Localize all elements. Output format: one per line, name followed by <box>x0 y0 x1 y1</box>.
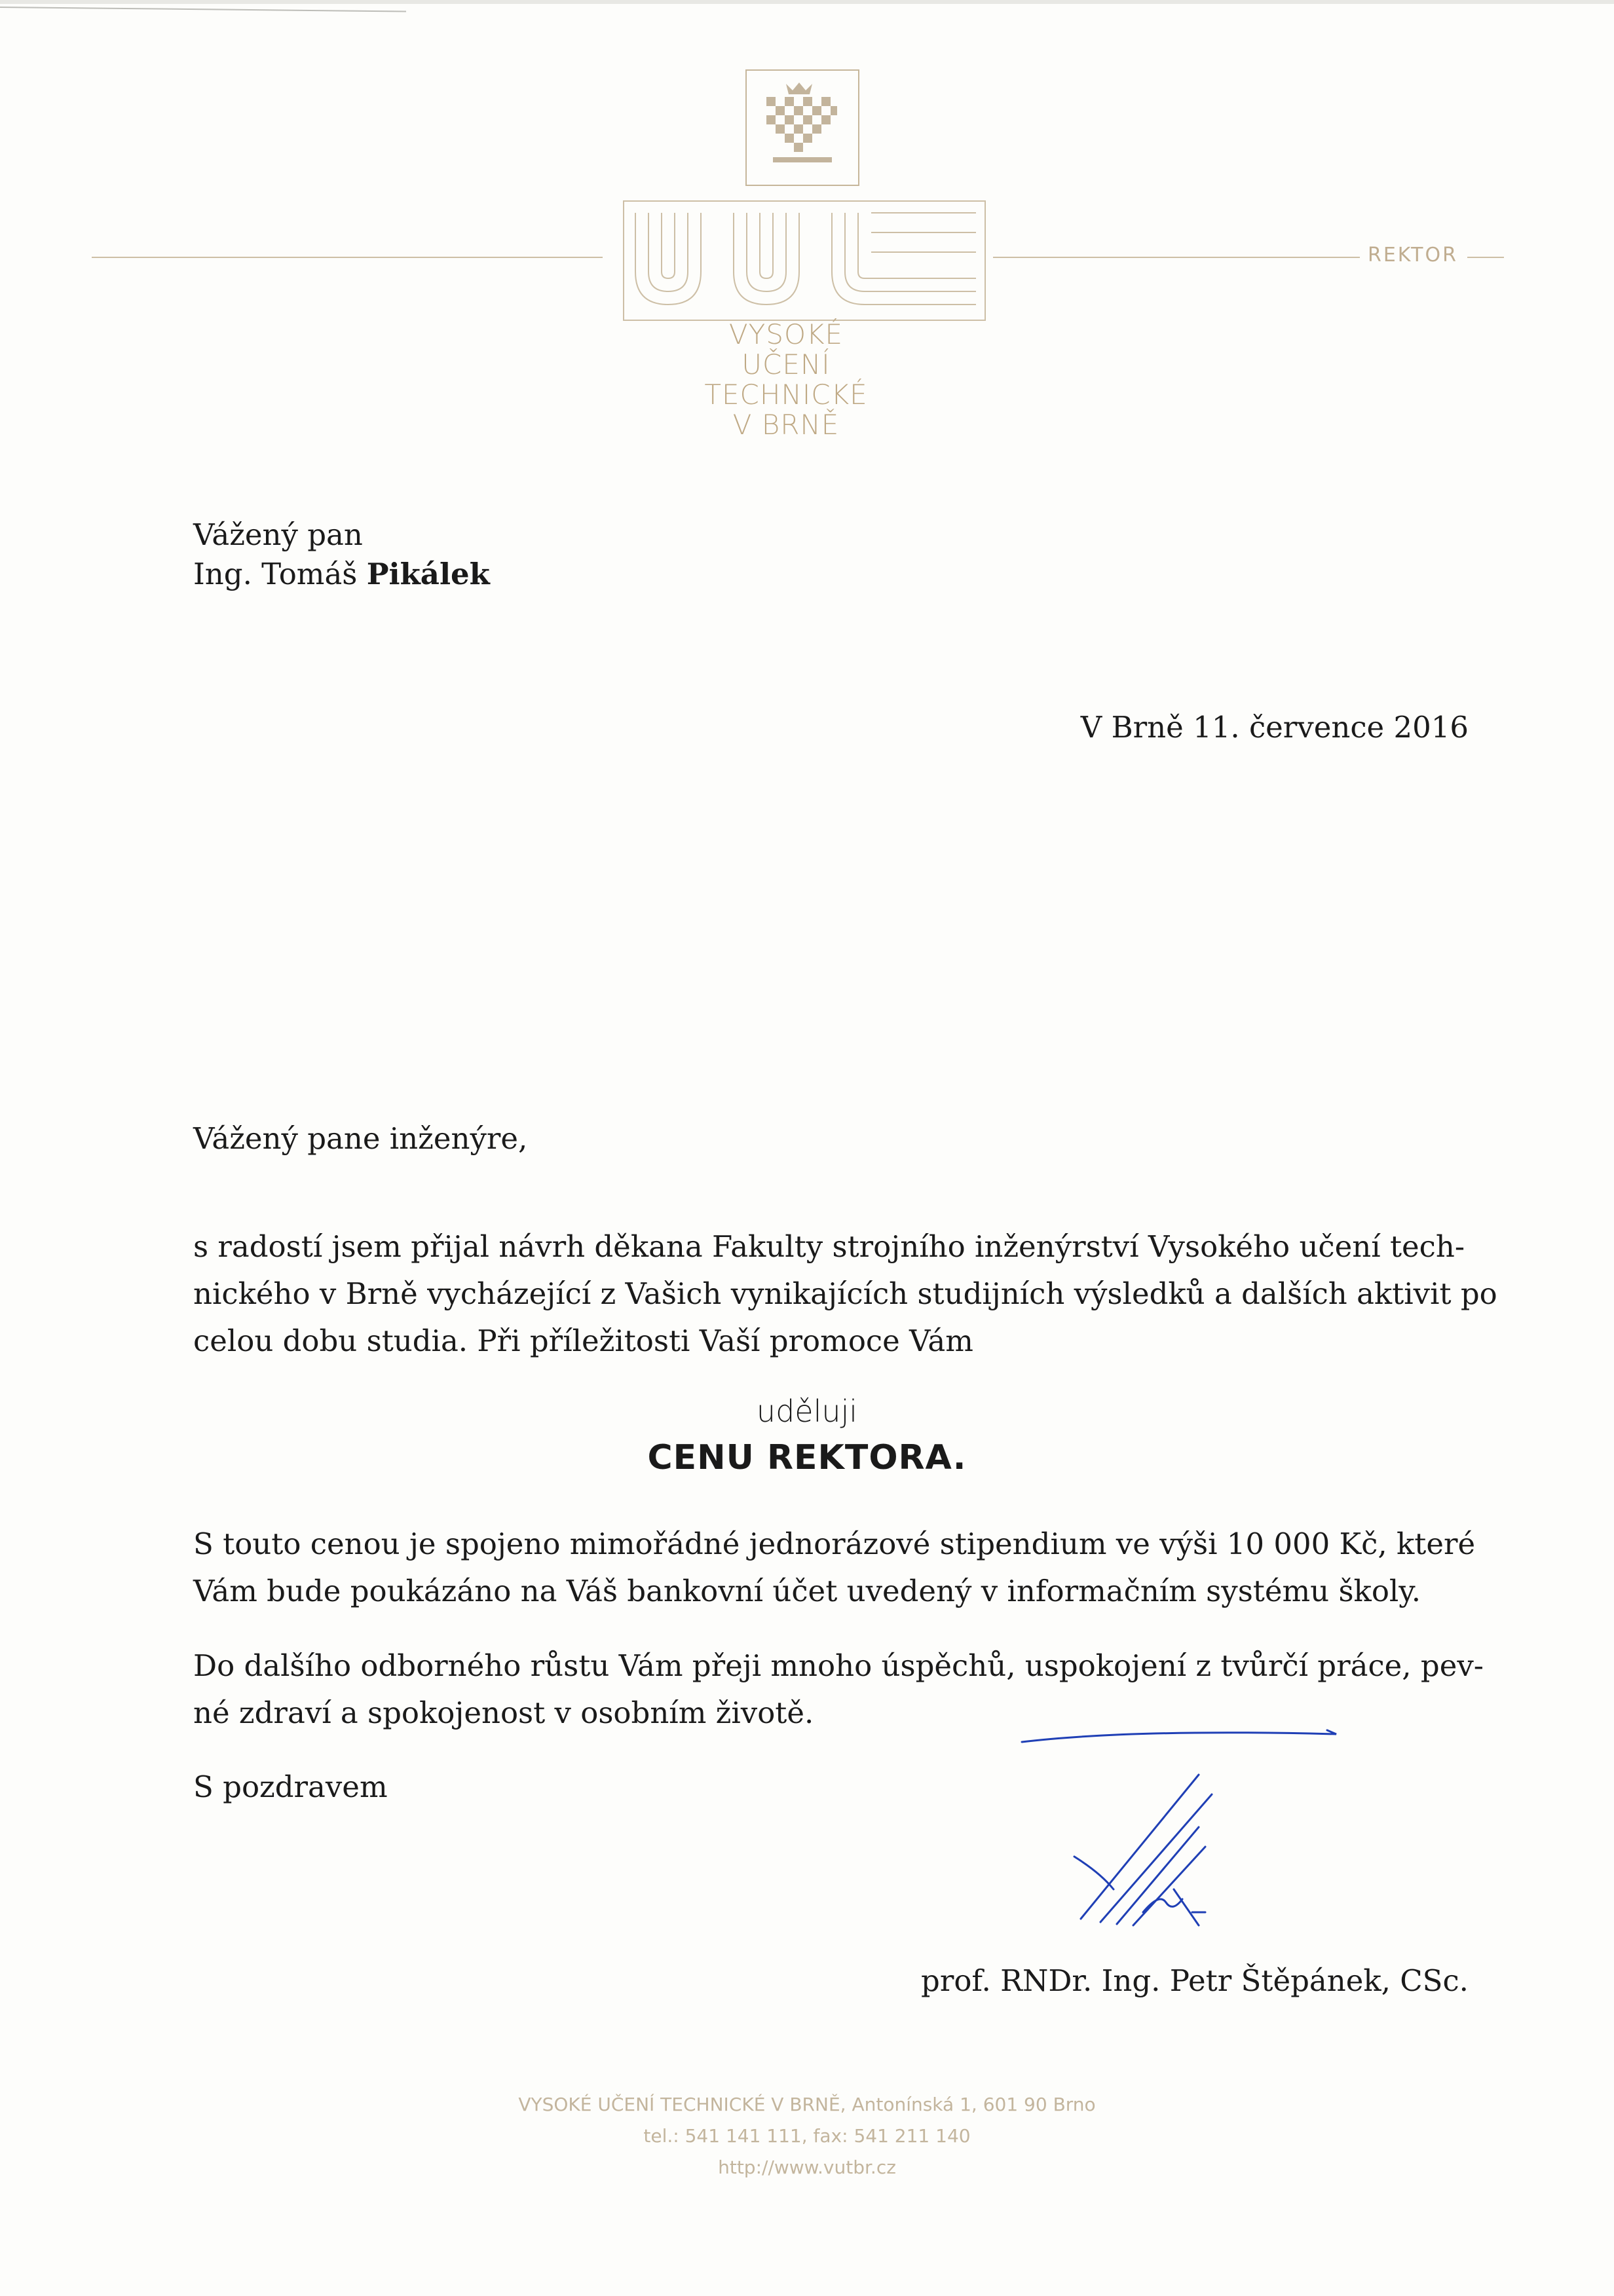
letter-closing: S pozdravem <box>193 1769 388 1804</box>
university-name-line: TECHNICKÉ <box>704 379 868 411</box>
paragraph-line: Do dalšího odborného růstu Vám přeji mnoho úspěchů, uspokojení z tvůrčí práce, pev- <box>193 1648 1484 1683</box>
footer-website: http://www.vutbr.cz <box>718 2157 896 2178</box>
vut-logo-icon <box>622 200 989 327</box>
recipient-name <box>193 551 490 597</box>
paragraph-line: celou dobu studia. Při příležitosti Vaší promoce Vám <box>193 1324 973 1358</box>
paragraph-line: S touto cenou je spojeno mimořádné jednorázové stipendium ve výši 10 000 Kč, které <box>193 1527 1476 1561</box>
recipient-name-prefix: Ing. Tomáš <box>193 557 367 591</box>
paragraph-stipend <box>193 1521 1475 1615</box>
paragraph-line: nického v Brně vycházející z Vašich vynikajících studijních výsledků a dalších aktivit po <box>193 1276 1497 1311</box>
letterhead-footer <box>0 2089 1614 2183</box>
university-name-line: VYSOKÉ <box>728 318 844 350</box>
scan-edge <box>0 0 1614 4</box>
letterhead-rule-left <box>92 257 603 258</box>
footer-contact: tel.: 541 141 111, fax: 541 211 140 <box>643 2125 971 2147</box>
university-name <box>681 320 891 440</box>
signer-name: prof. RNDr. Ing. Petr Štěpánek, CSc. <box>921 1963 1469 1998</box>
footer-address: VYSOKÉ UČENÍ TECHNICKÉ V BRNĚ, Antonínská 1, 601 90 Brno <box>518 2094 1096 2115</box>
letterhead-rule-right <box>993 257 1360 258</box>
paragraph-line: né zdraví a spokojenost v osobním životě. <box>193 1695 814 1730</box>
office-label: REKTOR <box>1368 244 1458 267</box>
paragraph-line: s radostí jsem přijal návrh děkana Fakulty strojního inženýrství Vysokého učení tech- <box>193 1229 1465 1264</box>
university-name-line: V BRNĚ <box>732 409 840 441</box>
paragraph-line: Vám bude poukázáno na Váš bankovní účet uvedený v informačním systému školy. <box>193 1574 1421 1608</box>
scan-artifact-line <box>0 7 406 12</box>
handwritten-signature <box>1002 1716 1369 1941</box>
letterhead-rule-tail <box>1467 257 1504 258</box>
award-title: CENU REKTORA. <box>647 1438 967 1477</box>
university-name-line: UČENÍ <box>741 348 831 380</box>
recipient-surname: Pikálek <box>366 557 490 591</box>
letter-greeting: Vážený pane inženýre, <box>193 1121 528 1156</box>
paragraph-nomination <box>193 1223 1497 1365</box>
award-verb: uděluji <box>756 1394 858 1429</box>
coat-of-arms-icon <box>745 69 859 186</box>
recipient-salutation: Vážený pan <box>193 517 363 552</box>
letter-date: V Brně 11. července 2016 <box>1080 710 1469 745</box>
